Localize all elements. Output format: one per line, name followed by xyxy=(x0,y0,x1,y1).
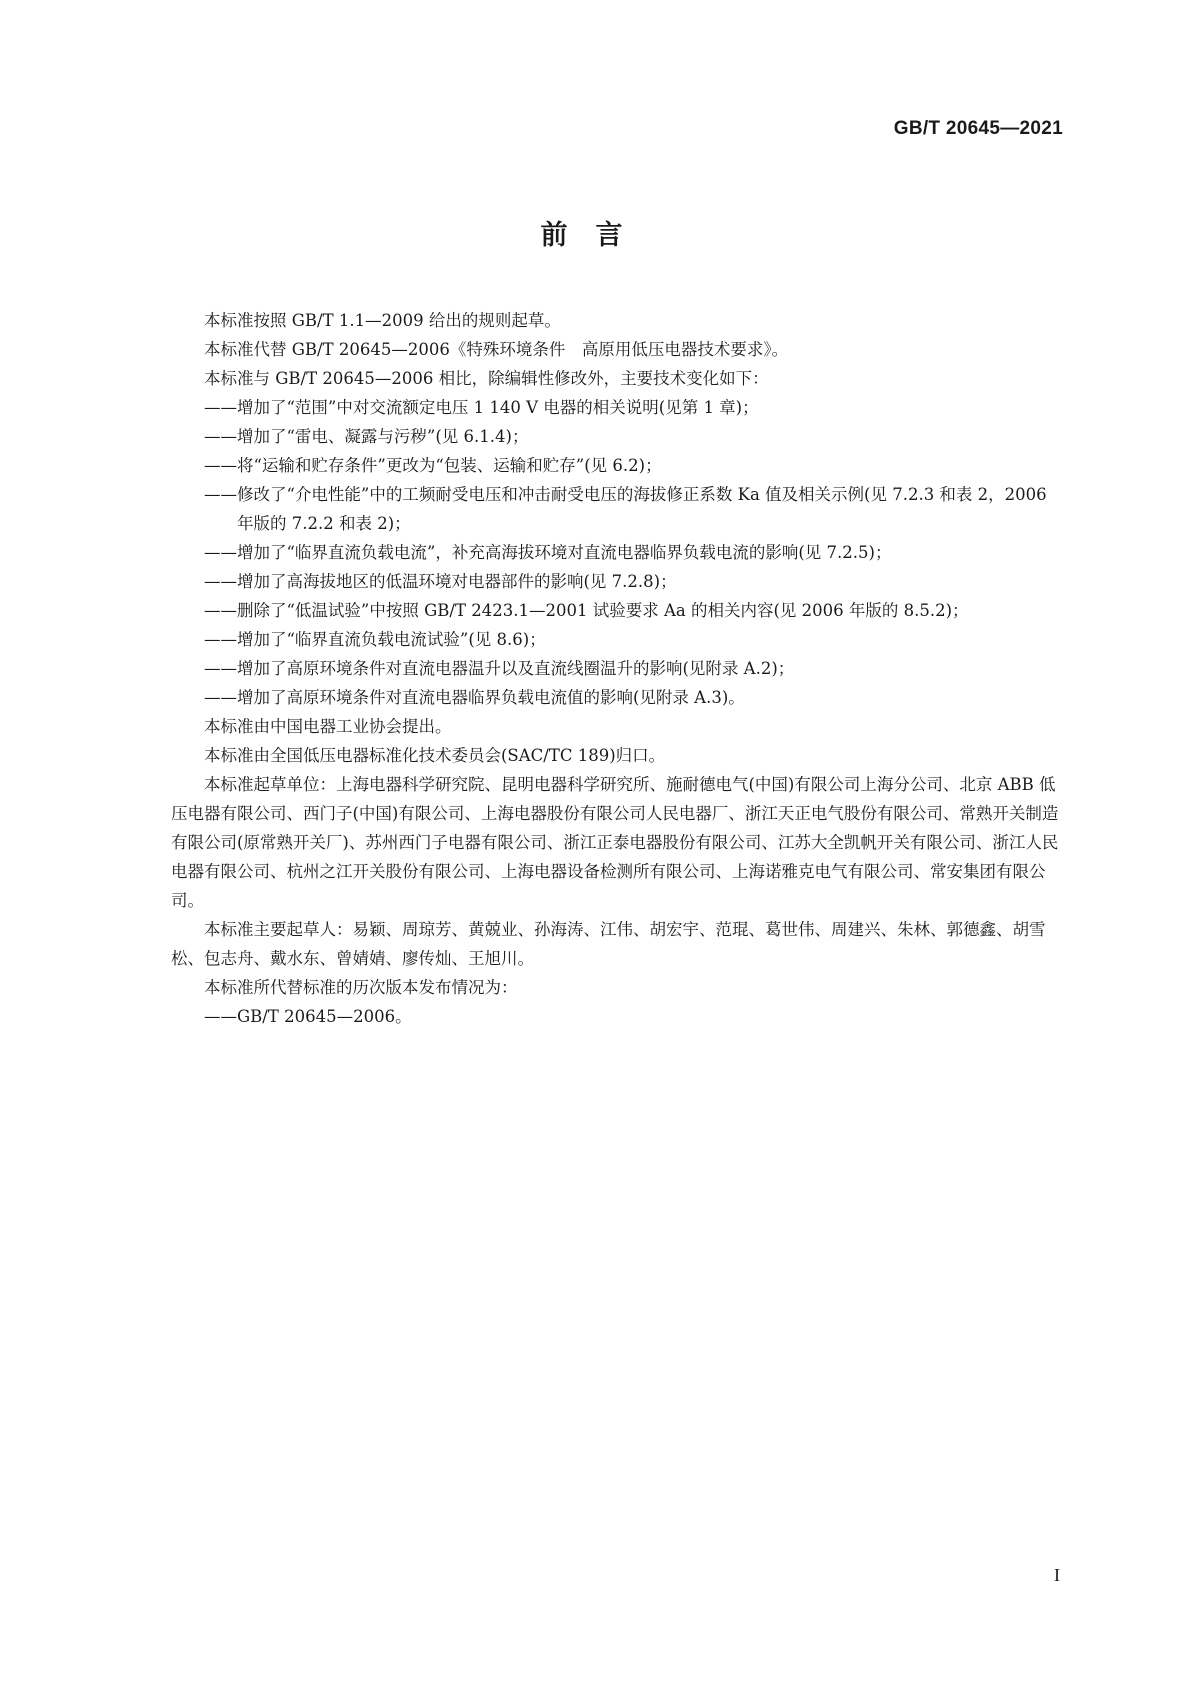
paragraph: 本标准由中国电器工业协会提出。 xyxy=(204,717,452,736)
change-item: ——删除了“低温试验”中按照 GB/T 2423.1—2001 试验要求 Aa 的相关内容(见 2006 年版的 8.5.2)； xyxy=(204,601,969,620)
change-item: ——将“运输和贮存条件”更改为“包装、运输和贮存”(见 6.2)； xyxy=(204,456,662,475)
paragraph: 本标准代替 GB/T 20645—2006《特殊环境条件 高原用低压电器技术要求》。 xyxy=(204,340,789,359)
change-item: ——增加了“范围”中对交流额定电压 1 140 V 电器的相关说明(见第 1 章)； xyxy=(204,398,759,417)
paragraph: 本标准所代替标准的历次版本发布情况为： xyxy=(204,978,518,997)
change-item: ——增加了高原环境条件对直流电器临界负载电流值的影响(见附录 A.3)。 xyxy=(204,688,745,707)
change-item: ——增加了“雷电、凝露与污秽”(见 6.1.4)； xyxy=(204,427,529,446)
page-number: I xyxy=(1054,1565,1060,1585)
drafters: 本标准主要起草人：易颖、周琼芳、黄兢业、孙海涛、江伟、胡宏宇、范琨、葛世伟、周建兴、朱林、郭德鑫、胡雪松、包志舟、戴水东、曾婧婧、廖传灿、王旭川。 xyxy=(171,920,1046,968)
history-item: ——GB/T 20645—2006。 xyxy=(204,1007,412,1026)
standard-code: GB/T 20645—2021 xyxy=(893,118,1063,139)
document-body xyxy=(171,306,1061,1031)
paragraph: 本标准由全国低压电器标准化技术委员会(SAC/TC 189)归口。 xyxy=(204,746,666,765)
change-item: ——增加了“临界直流负载电流试验”(见 8.6)； xyxy=(204,630,546,649)
change-item: ——增加了高原环境条件对直流电器温升以及直流线圈温升的影响(见附录 A.2)； xyxy=(204,659,795,678)
paragraph: 本标准与 GB/T 20645—2006 相比，除编辑性修改外，主要技术变化如下： xyxy=(204,369,769,388)
paragraph: 本标准按照 GB/T 1.1—2009 给出的规则起草。 xyxy=(204,311,561,330)
change-item: ——修改了“介电性能”中的工频耐受电压和冲击耐受电压的海拔修正系数 Ka 值及相关示例(见 7.2.3 和表 2，2006 年版的 7.2.2 和表 2)； xyxy=(204,485,1047,533)
change-item: ——增加了“临界直流负载电流”，补充高海拔环境对直流电器临界负载电流的影响(见 7.2.5)； xyxy=(204,543,892,562)
change-item: ——增加了高海拔地区的低温环境对电器部件的影响(见 7.2.8)； xyxy=(204,572,677,591)
page-title: 前言 xyxy=(540,220,651,251)
drafting-units: 本标准起草单位：上海电器科学研究院、昆明电器科学研究所、施耐德电气(中国)有限公司上海分公司、北京 ABB 低压电器有限公司、西门子(中国)有限公司、上海电器股份有限公司人民电器厂、浙江天正电气股份有限公司、常熟开关制造有限公司(原常熟开关厂)、苏州西门子电器有限公司、浙江正泰电器股份有限公司、江苏大全凯帆开关有限公司、浙江人民电器有限公司、杭州之江开关股份有限公司、上海电器设备检测所有限公司、上海诺雅克电气有限公司、常安集团有限公司。 xyxy=(171,775,1059,910)
